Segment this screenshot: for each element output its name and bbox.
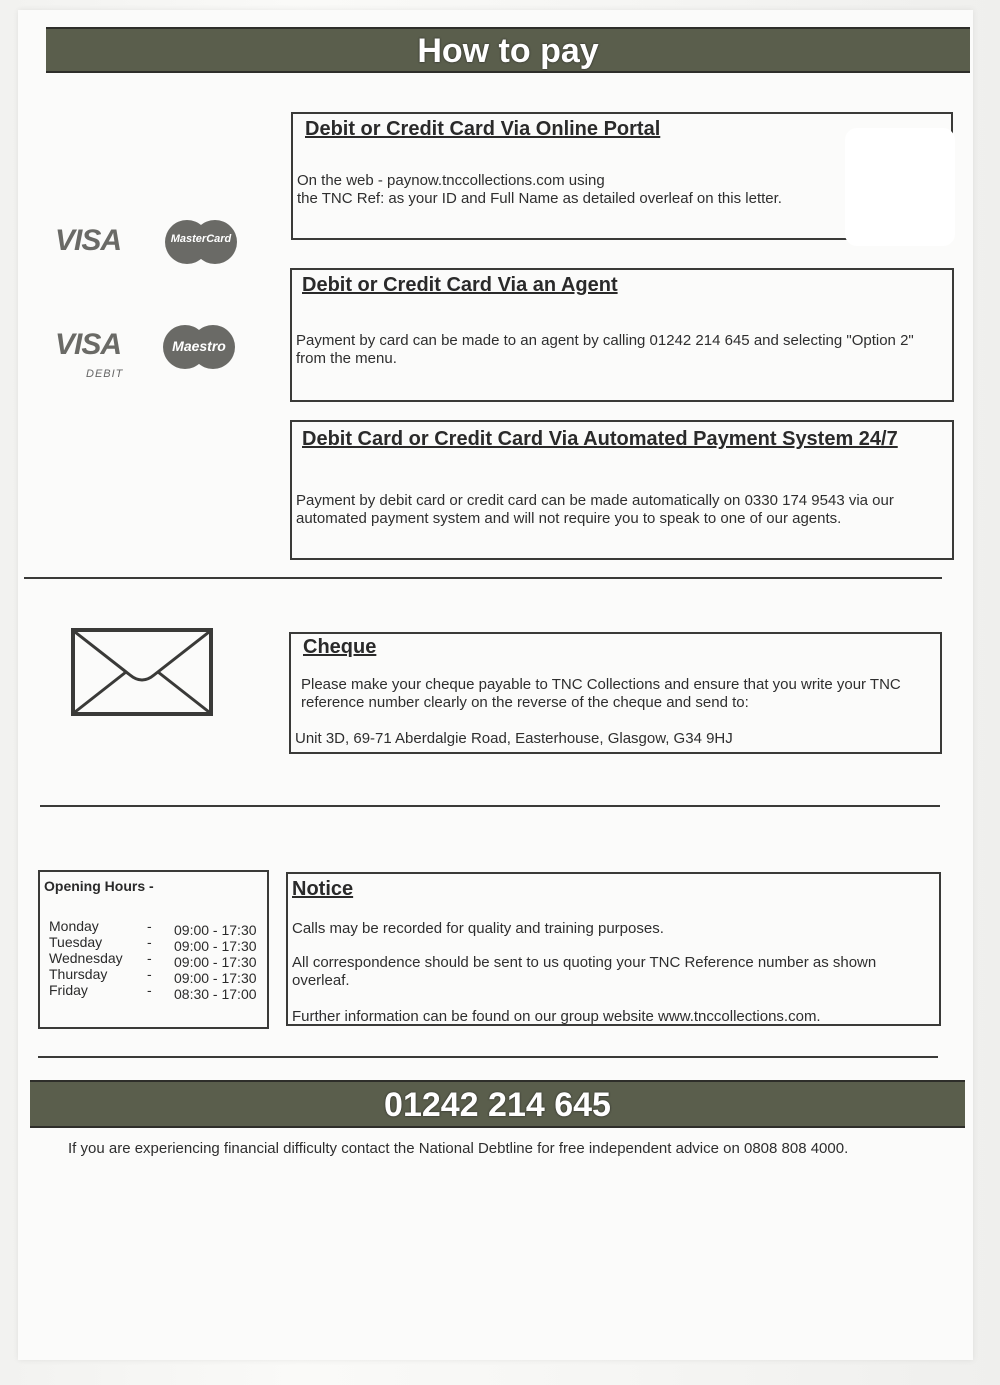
hours-row <box>49 982 264 1002</box>
phone-banner: 01242 214 645 <box>30 1080 965 1128</box>
divider <box>24 577 942 579</box>
agent-heading: Debit or Credit Card Via an Agent <box>302 274 618 296</box>
online-portal-section <box>291 112 953 240</box>
envelope-icon <box>70 627 214 717</box>
automated-body: Payment by debit card or credit card can be made automatically on 0330 174 9543 via our automated payment system and will not require you to speak to one of our agents. <box>296 492 894 527</box>
notice-calls: Calls may be recorded for quality and training purposes. <box>292 920 664 937</box>
cheque-body: Please make your cheque payable to TNC Collections and ensure that you write your TNC reference number clearly on the reverse of the cheque and send to: <box>301 676 901 711</box>
visa-debit-logo: VISA <box>55 328 122 361</box>
how-to-pay-banner: How to pay <box>46 27 970 73</box>
divider <box>38 1056 938 1058</box>
day-label: Monday <box>49 918 99 934</box>
separator: - <box>147 934 152 950</box>
debtline-note: If you are experiencing financial difficulty contact the National Debtline for free independent advice on 0808 808 4000. <box>68 1140 849 1157</box>
opening-hours-box <box>38 870 269 1029</box>
hours-row <box>49 950 264 970</box>
separator: - <box>147 982 152 998</box>
cheque-section <box>289 632 942 754</box>
agent-section <box>290 268 954 402</box>
maestro-logo <box>163 325 235 369</box>
online-portal-line1: On the web - paynow.tnccollections.com using <box>297 172 605 189</box>
time-range: 09:00 - 17:30 <box>174 954 257 970</box>
hours-row <box>49 966 264 986</box>
notice-heading: Notice <box>292 878 354 900</box>
mastercard-logo <box>165 220 237 264</box>
cheque-address: Unit 3D, 69-71 Aberdalgie Road, Easterhouse, Glasgow, G34 9HJ <box>295 730 733 747</box>
time-range: 08:30 - 17:00 <box>174 986 257 1002</box>
agent-body: Payment by card can be made to an agent by calling 01242 214 645 and selecting "Option 2" from the menu. <box>296 332 914 367</box>
visa-logo: VISA <box>55 224 122 257</box>
divider <box>40 805 940 807</box>
redacted-area <box>845 128 955 246</box>
letter-page <box>18 10 973 1360</box>
hours-row <box>49 934 264 954</box>
notice-correspondence: All correspondence should be sent to us quoting your TNC Reference number as shown overleaf. <box>292 954 877 989</box>
maestro-label: Maestro <box>172 338 226 354</box>
separator: - <box>147 918 152 934</box>
notice-website: Further information can be found on our group website www.tnccollections.com. <box>292 1008 821 1025</box>
time-range: 09:00 - 17:30 <box>174 938 257 954</box>
automated-payment-section <box>290 420 954 560</box>
online-portal-heading: Debit or Credit Card Via Online Portal <box>305 118 661 140</box>
day-label: Tuesday <box>49 934 103 950</box>
opening-hours-title: Opening Hours - <box>44 878 154 894</box>
cheque-heading: Cheque <box>303 636 377 658</box>
time-range: 09:00 - 17:30 <box>174 922 257 938</box>
mastercard-label: MasterCard <box>170 233 232 245</box>
online-portal-line2: the TNC Ref: as your ID and Full Name as detailed overleaf on this letter. <box>297 190 782 207</box>
hours-row <box>49 918 264 938</box>
separator: - <box>147 966 152 982</box>
notice-section <box>286 872 941 1026</box>
visa-debit-label: DEBIT <box>86 368 124 380</box>
automated-heading: Debit Card or Credit Card Via Automated Payment System 24/7 <box>302 428 898 450</box>
day-label: Thursday <box>49 966 108 982</box>
day-label: Wednesday <box>49 950 123 966</box>
separator: - <box>147 950 152 966</box>
day-label: Friday <box>49 982 88 998</box>
time-range: 09:00 - 17:30 <box>174 970 257 986</box>
